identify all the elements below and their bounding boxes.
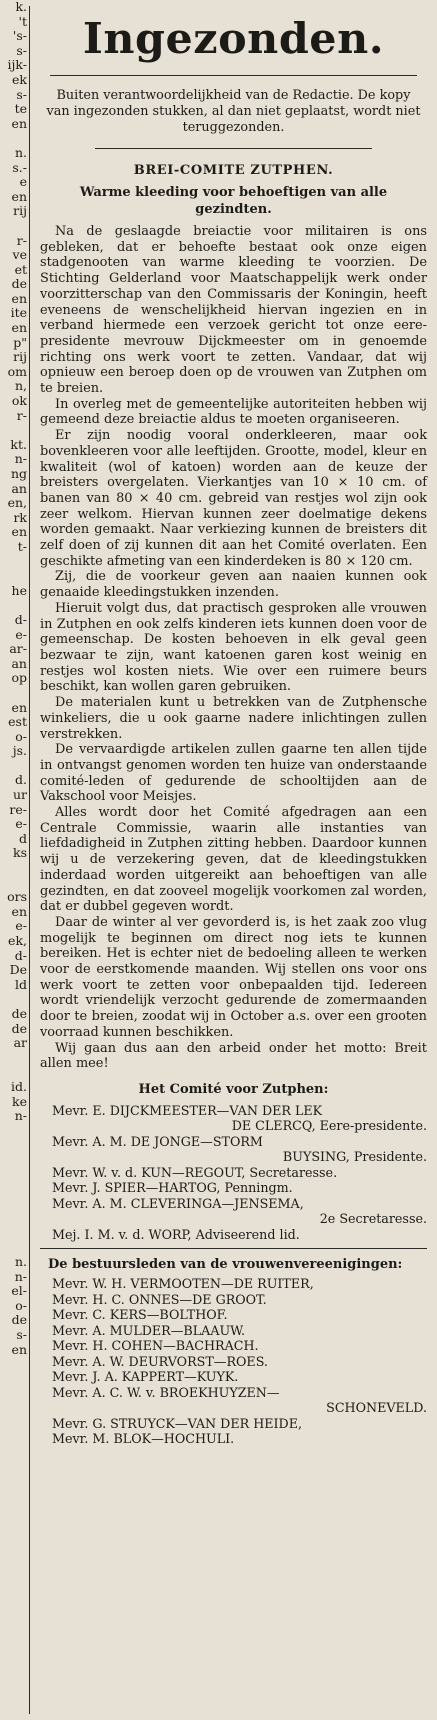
signature-rule: [40, 1248, 427, 1249]
article-paragraph: Na de geslaagde breiactie voor militairen is ons gebleken, dat er behoefte bestaat ook onze eigen stadgenooten van warme kleeding te voorzien. De Stichting Gelderland voor Maatschappelijk werk onder voorzitterschap van den Commissaris der Koningin, heeft eveneens de wenschelijkheid hiervan ingezien en in verband hiermede een verzoek gericht tot onze eere-presidente mevrouw Dijckmeester om in genoemde richting ons werk voort te zetten. Vandaar, dat wij opnieuw een beroep doen op de vrouwen van Zutphen om te breien.: [40, 224, 427, 397]
gutter-fragment: s-: [16, 1327, 27, 1343]
committee-list: [40, 1103, 427, 1243]
gutter-fragment: s.-: [12, 159, 27, 175]
gutter-fragment: ur: [12, 787, 27, 803]
section-title: BREI-COMITE ZUTPHEN.: [133, 163, 334, 178]
gutter-fragment: n.: [14, 144, 27, 160]
gutter-fragment: o-: [15, 1297, 27, 1313]
gutter-fragment: s-: [16, 86, 27, 102]
signatory-line: Mevr. W. v. d. KUN—REGOUT, Secretaresse.: [52, 1164, 338, 1180]
gutter-fragment: n-: [14, 451, 27, 467]
gutter-fragment: [0, 1138, 27, 1153]
signatory-line: Mevr. H. COHEN—BACHRACH.: [52, 1338, 259, 1354]
gutter-fragment: p": [13, 334, 27, 350]
signatory-line: Mevr. M. BLOK—HOCHULI.: [52, 1431, 235, 1447]
gutter-fragment: en: [11, 290, 27, 306]
gutter-fragment: e-: [15, 816, 27, 832]
gutter-fragment: [0, 992, 27, 1007]
gutter-fragment: [0, 876, 27, 891]
gutter-fragment: en: [11, 320, 27, 336]
gutter-fragment: en: [11, 524, 27, 540]
column-rule: [29, 6, 30, 1714]
signatory-continuation: 2e Secretaresse.: [319, 1211, 427, 1227]
gutter-fragment: [0, 569, 27, 584]
gutter-fragment: 's-: [12, 28, 27, 44]
gutter-fragment: re-: [9, 801, 27, 817]
left-column-fragments: [0, 0, 27, 1720]
gutter-fragment: n-: [14, 1268, 27, 1284]
signatory-continuation: BUYSING, Presidente.: [282, 1149, 427, 1165]
gutter-fragment: ite: [10, 305, 27, 321]
article-paragraph: Zij, die de voorkeur geven aan naaien kunnen ook genaaide kleedingstukken inzenden.: [40, 569, 427, 601]
signatory-line: Mevr. J. SPIER—HARTOG, Penningm.: [52, 1180, 293, 1196]
article-paragraph: Hieruit volgt dus, dat practisch gesproken alle vrouwen in Zutphen en ook zelfs kinderen iets kunnen doen voor de gemeenschap. De kosten behoeven in elk geval geen bezwaar te zijn, want katoenen garen kost weinig en restjes wol kosten niets. Wie over een ruimere beurs beschikt, kan wollen garen gebruiken.: [40, 600, 427, 695]
article-paragraph: In overleg met de gemeentelijke autoriteiten hebben wij gemeend deze breiactie aldus te moeten organiseeren.: [40, 396, 427, 428]
gutter-fragment: en: [11, 1341, 27, 1357]
gutter-fragment: en: [11, 188, 27, 204]
gutter-fragment: ek,: [8, 933, 27, 948]
gutter-fragment: en: [11, 699, 27, 715]
gutter-fragment: d.: [15, 772, 27, 788]
gutter-fragment: [0, 1182, 27, 1197]
gutter-fragment: ke: [12, 1093, 27, 1109]
gutter-fragment: om: [7, 363, 27, 379]
gutter-fragment: [0, 1197, 27, 1212]
article-paragraph: Wij gaan dus aan den arbeid onder het motto: Breit allen mee!: [40, 1040, 427, 1072]
gutter-fragment: op: [11, 670, 27, 686]
gutter-fragment: d-: [14, 947, 27, 963]
gutter-fragment: de: [11, 1312, 27, 1328]
gutter-fragment: d: [18, 830, 27, 846]
gutter-fragment: rk: [13, 509, 27, 525]
gutter-fragment: [0, 686, 27, 701]
gutter-fragment: [0, 131, 27, 146]
gutter-fragment: ijk-: [7, 57, 27, 73]
signatory-line: Mevr. A. M. DE JONGE—STORM: [52, 1133, 263, 1149]
gutter-fragment: n.: [14, 1254, 27, 1270]
signatory-line: Mevr. C. KERS—BOLTHOF.: [52, 1307, 228, 1323]
gutter-fragment: ors: [7, 889, 27, 905]
gutter-fragment: js.: [12, 743, 27, 759]
signatory-continuation: SCHONEVELD.: [326, 1400, 427, 1416]
gutter-fragment: ek: [12, 71, 27, 87]
gutter-fragment: [0, 1124, 27, 1139]
gutter-fragment: [0, 1226, 27, 1241]
gutter-fragment: k.: [15, 0, 27, 14]
gutter-fragment: en: [11, 115, 27, 131]
gutter-fragment: t-: [17, 538, 27, 554]
gutter-fragment: 't: [18, 13, 27, 29]
page-title: Ingezonden.: [82, 14, 385, 63]
section-subtitle: Warme kleeding voor behoeftigen van alle gezindten.: [79, 185, 388, 217]
gutter-fragment: [0, 861, 27, 876]
gutter-fragment: rij: [13, 349, 27, 365]
gutter-fragment: an: [11, 480, 27, 496]
gutter-fragment: [0, 219, 27, 234]
gutter-fragment: en,: [7, 495, 27, 511]
article-paragraph: Er zijn noodig vooral onderkleeren, maar ook bovenkleeren voor alle leeftijden. Grootte, model, kleur en kwaliteit (wol of katoen) worden aan de keuze der breisters overgelaten. Vierkantjes van 10 × 10 cm. of banen van 80 × 40 cm. gebreid van restjes wol zijn ook zeer welkom. Hiervan kunnen zeer doelmatige dekens worden gemaakt. Naar verkiezing kunnen de breisters dit zelf doen of zij kunnen dit aan het Comité overlaten. Een geschikte afmeting van een kinderdeken is 80 × 120 cm.: [40, 428, 427, 569]
gutter-fragment: ld: [15, 976, 27, 992]
gutter-fragment: de: [11, 1020, 27, 1036]
board-title: De bestuursleden van de vrouwenvereenigingen:: [48, 1257, 403, 1273]
article-column: [40, 0, 427, 1447]
signatory-line: Mevr. A. M. CLEVERINGA—JENSEMA,: [52, 1195, 304, 1211]
article-paragraph: De materialen kunt u betrekken van de Zutphensche winkeliers, die u ook gaarne nadere inlichtingen zullen verstrekken.: [40, 695, 427, 742]
gutter-fragment: he: [11, 582, 27, 598]
gutter-fragment: [0, 1153, 27, 1168]
signatory-line: Mevr. H. C. ONNES—DE GROOT.: [52, 1291, 267, 1307]
gutter-fragment: e: [19, 174, 27, 190]
gutter-fragment: de: [11, 276, 27, 292]
gutter-fragment: n-: [14, 1108, 27, 1124]
article-paragraph: Alles wordt door het Comité afgedragen aan een Centrale Commissie, waarin alle instanties van liefdadigheid in Zutphen zitting hebben. Daardoor kunnen wij u de verzekering geven, dat de kleedingstukken inderdaad worden uitgereikt aan behoeftigen van alle gezindten, en dat zooveel mogelijk voorkomen zal worden, dat er dubbel gegeven wordt.: [40, 805, 427, 915]
gutter-fragment: [0, 1051, 27, 1066]
signatory-line: Mevr. W. H. VERMOOTEN—DE RUITER,: [52, 1276, 314, 1292]
gutter-fragment: [0, 598, 27, 613]
gutter-fragment: o-: [15, 728, 27, 744]
article-paragraph: De vervaardigde artikelen zullen gaarne ten allen tijde in ontvangst genomen worden ten huize van onderstaande comité-leden of gedurende de schooltijden aan de Vakschool voor Meisjes.: [40, 742, 427, 805]
signatory-line: Mevr. J. A. KAPPERT—KUYK.: [52, 1369, 239, 1385]
headline-rule: [50, 75, 417, 76]
gutter-fragment: [0, 1240, 27, 1255]
gutter-fragment: ar-: [9, 641, 27, 657]
gutter-fragment: De: [9, 962, 27, 978]
signatory-line: Mevr. G. STRUYCK—VAN DER HEIDE,: [52, 1415, 302, 1431]
signatory-line: Mevr. A. W. DEURVORST—ROES.: [52, 1353, 268, 1369]
signatory-line: Mevr. A. C. W. v. BROEKHUYZEN—: [52, 1384, 280, 1400]
gutter-fragment: est: [8, 714, 27, 730]
gutter-fragment: [0, 555, 27, 570]
gutter-fragment: [0, 1168, 27, 1183]
gutter-fragment: de: [11, 1005, 27, 1021]
gutter-fragment: n,: [14, 378, 27, 394]
section-rule: [95, 148, 372, 149]
article-body: [40, 224, 427, 1072]
committee-title: Het Comité voor Zutphen:: [138, 1081, 329, 1097]
gutter-fragment: [0, 759, 27, 774]
signatory-line: Mevr. E. DIJCKMEESTER—VAN DER LEK: [52, 1102, 323, 1118]
gutter-fragment: en: [11, 903, 27, 919]
gutter-fragment: s-: [16, 42, 27, 58]
gutter-fragment: an: [11, 655, 27, 671]
gutter-fragment: ar: [13, 1035, 27, 1051]
gutter-fragment: te: [14, 101, 27, 117]
gutter-fragment: ve: [12, 247, 27, 263]
gutter-fragment: et: [14, 261, 27, 277]
gutter-fragment: id.: [11, 1078, 27, 1094]
gutter-fragment: [0, 1211, 27, 1226]
gutter-fragment: r-: [16, 407, 27, 423]
gutter-fragment: [0, 423, 27, 438]
gutter-fragment: e-: [15, 626, 27, 642]
gutter-fragment: ok: [11, 393, 27, 409]
gutter-fragment: rij: [13, 203, 27, 219]
gutter-fragment: r-: [16, 232, 27, 248]
gutter-fragment: e-: [15, 918, 27, 934]
gutter-fragment: ng: [10, 466, 27, 481]
disclaimer: Buiten verantwoordelijkheid van de Redactie. De kopy van ingezonden stukken, al dan niet geplaatst, wordt niet teruggezonden.: [46, 88, 421, 135]
gutter-fragment: [0, 1065, 27, 1080]
gutter-fragment: el-: [11, 1283, 27, 1299]
gutter-fragment: kt.: [10, 436, 27, 452]
board-list: [40, 1276, 427, 1447]
signatory-line: Mevr. A. MULDER—BLAAUW.: [52, 1322, 246, 1338]
gutter-fragment: d-: [14, 611, 27, 627]
signatory-continuation: DE CLERCQ, Eere-presidente.: [231, 1118, 427, 1134]
article-paragraph: Daar de winter al ver gevorderd is, is het zaak zoo vlug mogelijk te beginnen om direct nog iets te kunnen bereiken. Het is echter niet de bedoeling alleen te werken voor de eerstkomende maanden. Wij stellen ons voor ons werk voort te zetten voor onbepaalden tijd. Iedereen wordt vriendelijk verzocht gedurende de zomermaanden door te breien, zoodat wij in October a.s. over een grooten voorraad kunnen beschikken.: [40, 914, 427, 1040]
gutter-fragment: ks: [13, 845, 27, 861]
signatory-line: Mej. I. M. v. d. WORP, Adviseerend lid.: [52, 1226, 300, 1242]
